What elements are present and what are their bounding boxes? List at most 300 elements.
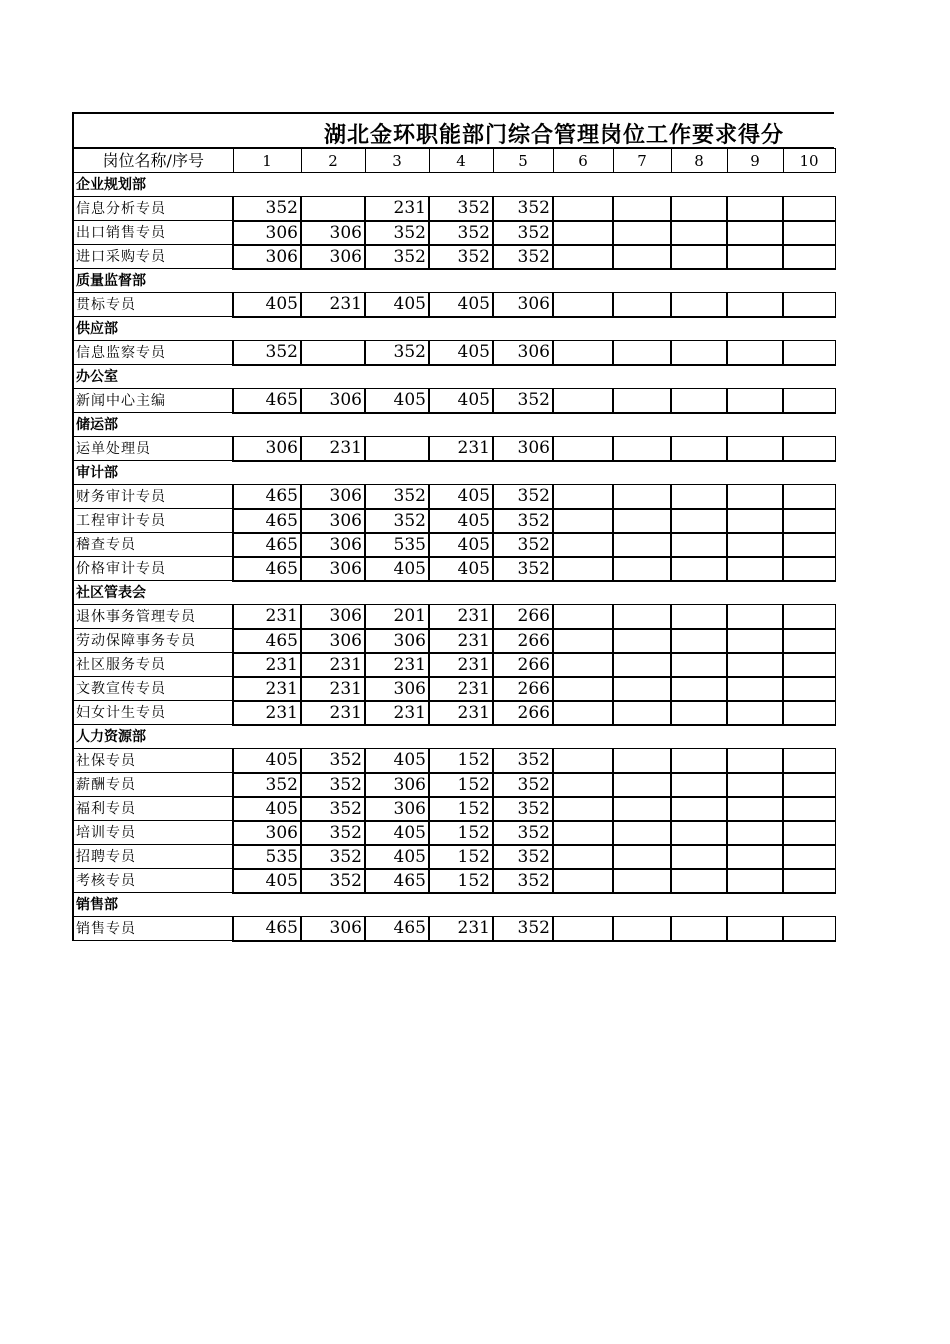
score-cell[interactable]: 352	[493, 749, 553, 773]
score-cell[interactable]	[783, 845, 835, 869]
score-cell[interactable]: 266	[493, 629, 553, 653]
score-cell[interactable]	[553, 653, 613, 677]
score-cell[interactable]	[553, 293, 613, 317]
score-cell[interactable]: 231	[429, 605, 493, 629]
score-cell[interactable]: 352	[429, 197, 493, 221]
position-name-cell[interactable]: 工程审计专员	[73, 509, 233, 533]
score-cell[interactable]	[783, 389, 835, 413]
score-cell[interactable]: 405	[365, 845, 429, 869]
score-cell[interactable]: 306	[301, 485, 365, 509]
score-cell[interactable]: 535	[233, 845, 301, 869]
score-cell[interactable]	[553, 749, 613, 773]
score-cell[interactable]	[613, 245, 671, 269]
department-label[interactable]: 储运部	[73, 413, 835, 437]
score-cell[interactable]: 352	[493, 245, 553, 269]
position-name-cell[interactable]: 考核专员	[73, 869, 233, 893]
score-cell[interactable]	[783, 653, 835, 677]
position-name-cell[interactable]: 信息分析专员	[73, 197, 233, 221]
score-cell[interactable]: 352	[233, 341, 301, 365]
score-cell[interactable]: 231	[429, 917, 493, 941]
position-name-cell[interactable]: 价格审计专员	[73, 557, 233, 581]
position-name-cell[interactable]: 福利专员	[73, 797, 233, 821]
score-cell[interactable]	[671, 389, 727, 413]
spreadsheet	[72, 112, 834, 942]
header-col-2[interactable]: 2	[301, 149, 365, 173]
header-col-9[interactable]: 9	[727, 149, 783, 173]
score-cell[interactable]	[783, 869, 835, 893]
score-cell[interactable]	[671, 701, 727, 725]
score-cell[interactable]	[671, 485, 727, 509]
position-name-cell[interactable]: 销售专员	[73, 917, 233, 941]
score-cell[interactable]: 405	[429, 341, 493, 365]
score-cell[interactable]	[783, 197, 835, 221]
position-name-cell[interactable]: 社区服务专员	[73, 653, 233, 677]
score-cell[interactable]	[727, 869, 783, 893]
score-cell[interactable]: 306	[365, 677, 429, 701]
score-cell[interactable]	[553, 557, 613, 581]
score-cell[interactable]	[553, 917, 613, 941]
department-label[interactable]: 质量监督部	[73, 269, 835, 293]
score-cell[interactable]	[613, 749, 671, 773]
position-name-cell[interactable]: 退休事务管理专员	[73, 605, 233, 629]
score-cell[interactable]: 306	[301, 389, 365, 413]
score-cell[interactable]	[727, 917, 783, 941]
table-row	[73, 221, 835, 245]
score-cell[interactable]: 352	[233, 197, 301, 221]
score-cell[interactable]: 231	[301, 701, 365, 725]
position-name-cell[interactable]: 妇女计生专员	[73, 701, 233, 725]
table-row	[73, 701, 835, 725]
score-cell[interactable]	[671, 773, 727, 797]
score-cell[interactable]: 152	[429, 797, 493, 821]
score-cell[interactable]: 405	[233, 869, 301, 893]
score-cell[interactable]	[553, 701, 613, 725]
score-cell[interactable]: 231	[233, 653, 301, 677]
score-cell[interactable]	[553, 485, 613, 509]
score-cell[interactable]: 231	[233, 701, 301, 725]
header-col-10[interactable]: 10	[783, 149, 835, 173]
score-cell[interactable]: 352	[493, 485, 553, 509]
score-cell[interactable]: 306	[301, 917, 365, 941]
score-cell[interactable]	[783, 605, 835, 629]
score-cell[interactable]: 352	[301, 869, 365, 893]
score-cell[interactable]: 231	[233, 605, 301, 629]
score-cell[interactable]: 306	[493, 437, 553, 461]
header-col-1[interactable]: 1	[233, 149, 301, 173]
position-name-cell[interactable]: 运单处理员	[73, 437, 233, 461]
score-cell[interactable]	[783, 221, 835, 245]
score-cell[interactable]	[727, 341, 783, 365]
header-col-5[interactable]: 5	[493, 149, 553, 173]
position-name-cell[interactable]: 薪酬专员	[73, 773, 233, 797]
department-row	[73, 173, 835, 197]
score-cell[interactable]	[671, 245, 727, 269]
department-row	[73, 581, 835, 605]
score-cell[interactable]: 152	[429, 821, 493, 845]
score-cell[interactable]	[727, 821, 783, 845]
score-cell[interactable]: 405	[429, 509, 493, 533]
score-cell[interactable]	[613, 821, 671, 845]
score-cell[interactable]: 352	[493, 845, 553, 869]
score-cell[interactable]	[613, 485, 671, 509]
score-cell[interactable]	[613, 437, 671, 461]
department-label[interactable]: 销售部	[73, 893, 835, 917]
position-name-cell[interactable]: 稽查专员	[73, 533, 233, 557]
score-cell[interactable]	[671, 677, 727, 701]
score-cell[interactable]	[553, 389, 613, 413]
score-cell[interactable]: 231	[301, 437, 365, 461]
score-cell[interactable]	[365, 437, 429, 461]
score-cell[interactable]: 306	[301, 509, 365, 533]
score-cell[interactable]	[613, 653, 671, 677]
score-cell[interactable]	[727, 773, 783, 797]
position-name-cell[interactable]: 培训专员	[73, 821, 233, 845]
score-cell[interactable]: 231	[233, 677, 301, 701]
score-cell[interactable]: 231	[429, 437, 493, 461]
score-cell[interactable]	[671, 341, 727, 365]
score-cell[interactable]	[671, 653, 727, 677]
score-cell[interactable]: 306	[233, 437, 301, 461]
table-row	[73, 533, 835, 557]
score-cell[interactable]	[613, 293, 671, 317]
score-cell[interactable]	[553, 869, 613, 893]
department-row	[73, 365, 835, 389]
score-cell[interactable]: 266	[493, 701, 553, 725]
score-cell[interactable]	[727, 797, 783, 821]
score-cell[interactable]: 352	[429, 245, 493, 269]
department-label[interactable]: 供应部	[73, 317, 835, 341]
score-cell[interactable]	[553, 773, 613, 797]
score-cell[interactable]: 306	[365, 797, 429, 821]
score-cell[interactable]	[727, 293, 783, 317]
table-row	[73, 749, 835, 773]
score-cell[interactable]: 535	[365, 533, 429, 557]
position-name-cell[interactable]: 出口销售专员	[73, 221, 233, 245]
header-col-8[interactable]: 8	[671, 149, 727, 173]
position-name-cell[interactable]: 财务审计专员	[73, 485, 233, 509]
score-cell[interactable]: 231	[429, 701, 493, 725]
position-name-cell[interactable]: 信息监察专员	[73, 341, 233, 365]
table-row	[73, 845, 835, 869]
department-label[interactable]: 审计部	[73, 461, 835, 485]
score-cell[interactable]	[301, 341, 365, 365]
score-cell[interactable]	[613, 869, 671, 893]
score-cell[interactable]	[613, 629, 671, 653]
header-col-3[interactable]: 3	[365, 149, 429, 173]
department-label[interactable]: 企业规划部	[73, 173, 835, 197]
score-cell[interactable]: 465	[233, 509, 301, 533]
score-cell[interactable]: 231	[301, 677, 365, 701]
score-cell[interactable]: 306	[365, 773, 429, 797]
score-cell[interactable]: 352	[493, 773, 553, 797]
score-cell[interactable]	[671, 821, 727, 845]
score-cell[interactable]	[727, 533, 783, 557]
score-cell[interactable]	[613, 533, 671, 557]
score-cell[interactable]: 352	[365, 485, 429, 509]
score-cell[interactable]	[613, 917, 671, 941]
score-cell[interactable]: 465	[233, 389, 301, 413]
score-cell[interactable]	[671, 197, 727, 221]
score-cell[interactable]	[553, 629, 613, 653]
score-cell[interactable]	[783, 245, 835, 269]
score-cell[interactable]	[613, 341, 671, 365]
score-cell[interactable]: 231	[365, 701, 429, 725]
table-row	[73, 653, 835, 677]
score-cell[interactable]	[783, 509, 835, 533]
score-cell[interactable]	[783, 821, 835, 845]
score-cell[interactable]	[553, 341, 613, 365]
position-name-cell[interactable]: 文教宣传专员	[73, 677, 233, 701]
score-cell[interactable]: 352	[301, 821, 365, 845]
score-cell[interactable]: 152	[429, 869, 493, 893]
score-cell[interactable]	[613, 389, 671, 413]
department-label[interactable]: 办公室	[73, 365, 835, 389]
score-cell[interactable]	[613, 605, 671, 629]
score-cell[interactable]	[783, 293, 835, 317]
score-cell[interactable]: 352	[429, 221, 493, 245]
score-cell[interactable]	[671, 557, 727, 581]
score-cell[interactable]	[613, 509, 671, 533]
score-cell[interactable]	[553, 821, 613, 845]
score-cell[interactable]	[783, 773, 835, 797]
position-name-cell[interactable]: 贯标专员	[73, 293, 233, 317]
score-cell[interactable]: 405	[233, 749, 301, 773]
score-cell[interactable]	[727, 749, 783, 773]
score-cell[interactable]: 405	[365, 557, 429, 581]
table-row	[73, 629, 835, 653]
score-cell[interactable]: 306	[493, 293, 553, 317]
score-cell[interactable]: 352	[493, 389, 553, 413]
score-cell[interactable]: 231	[429, 629, 493, 653]
score-cell[interactable]: 405	[429, 557, 493, 581]
score-cell[interactable]: 465	[233, 533, 301, 557]
score-cell[interactable]	[553, 845, 613, 869]
score-cell[interactable]	[671, 749, 727, 773]
table-row	[73, 869, 835, 893]
sheet-title: 湖北金环职能部门综合管理岗位工作要求得分	[324, 122, 785, 148]
department-row	[73, 269, 835, 293]
score-cell[interactable]	[727, 677, 783, 701]
header-col-4[interactable]: 4	[429, 149, 493, 173]
position-name-cell[interactable]: 招聘专员	[73, 845, 233, 869]
department-row	[73, 893, 835, 917]
position-name-cell[interactable]: 社保专员	[73, 749, 233, 773]
score-cell[interactable]	[783, 629, 835, 653]
score-cell[interactable]: 465	[365, 917, 429, 941]
score-cell[interactable]	[671, 869, 727, 893]
table-row	[73, 917, 835, 941]
score-cell[interactable]	[613, 677, 671, 701]
score-cell[interactable]: 352	[365, 245, 429, 269]
score-cell[interactable]: 405	[365, 821, 429, 845]
score-cell[interactable]: 465	[233, 629, 301, 653]
score-cell[interactable]: 352	[493, 869, 553, 893]
score-cell[interactable]: 266	[493, 677, 553, 701]
table-row	[73, 773, 835, 797]
score-cell[interactable]	[727, 221, 783, 245]
table-row	[73, 509, 835, 533]
score-cell[interactable]	[553, 605, 613, 629]
score-cell[interactable]: 231	[429, 677, 493, 701]
score-cell[interactable]	[613, 845, 671, 869]
score-cell[interactable]: 352	[493, 821, 553, 845]
score-cell[interactable]: 306	[301, 605, 365, 629]
score-cell[interactable]	[671, 221, 727, 245]
score-cell[interactable]: 152	[429, 749, 493, 773]
department-row	[73, 317, 835, 341]
score-cell[interactable]: 352	[493, 197, 553, 221]
score-cell[interactable]	[671, 797, 727, 821]
score-cell[interactable]: 405	[365, 749, 429, 773]
score-cell[interactable]	[553, 221, 613, 245]
score-cell[interactable]: 306	[233, 245, 301, 269]
score-cell[interactable]: 231	[301, 653, 365, 677]
score-cell[interactable]: 352	[301, 845, 365, 869]
score-cell[interactable]	[783, 677, 835, 701]
position-name-cell[interactable]: 新闻中心主编	[73, 389, 233, 413]
score-cell[interactable]: 201	[365, 605, 429, 629]
score-cell[interactable]: 352	[493, 533, 553, 557]
score-cell[interactable]	[553, 533, 613, 557]
score-cell[interactable]: 231	[301, 293, 365, 317]
score-cell[interactable]: 352	[233, 773, 301, 797]
score-cell[interactable]	[727, 629, 783, 653]
score-cell[interactable]	[783, 437, 835, 461]
score-cell[interactable]	[727, 245, 783, 269]
score-cell[interactable]: 306	[493, 341, 553, 365]
score-cell[interactable]	[613, 221, 671, 245]
score-cell[interactable]: 405	[365, 293, 429, 317]
score-cell[interactable]: 352	[301, 749, 365, 773]
score-cell[interactable]: 306	[301, 629, 365, 653]
score-cell[interactable]	[727, 197, 783, 221]
score-cell[interactable]: 306	[233, 221, 301, 245]
score-cell[interactable]: 405	[365, 389, 429, 413]
score-cell[interactable]: 405	[429, 389, 493, 413]
header-row	[73, 149, 835, 173]
score-cell[interactable]	[553, 509, 613, 533]
score-cell[interactable]	[671, 917, 727, 941]
table-row	[73, 485, 835, 509]
table-row	[73, 389, 835, 413]
score-cell[interactable]	[783, 797, 835, 821]
score-cell[interactable]: 352	[493, 509, 553, 533]
score-cell[interactable]: 465	[233, 485, 301, 509]
score-cell[interactable]: 352	[493, 221, 553, 245]
position-name-cell[interactable]: 进口采购专员	[73, 245, 233, 269]
score-cell[interactable]: 306	[233, 821, 301, 845]
table-row	[73, 341, 835, 365]
header-col-6[interactable]: 6	[553, 149, 613, 173]
score-cell[interactable]	[783, 485, 835, 509]
score-cell[interactable]: 465	[233, 917, 301, 941]
score-cell[interactable]: 352	[365, 509, 429, 533]
score-cell[interactable]	[783, 917, 835, 941]
department-label[interactable]: 社区管表会	[73, 581, 835, 605]
score-cell[interactable]	[301, 197, 365, 221]
score-cell[interactable]: 405	[233, 797, 301, 821]
score-cell[interactable]	[727, 701, 783, 725]
header-name-cell[interactable]: 岗位名称/序号	[73, 149, 233, 173]
score-cell[interactable]: 352	[493, 557, 553, 581]
score-cell[interactable]: 306	[301, 533, 365, 557]
score-cell[interactable]	[727, 605, 783, 629]
score-cell[interactable]: 152	[429, 845, 493, 869]
title-row	[72, 112, 834, 148]
score-cell[interactable]	[553, 797, 613, 821]
score-cell[interactable]	[783, 749, 835, 773]
score-cell[interactable]: 352	[301, 773, 365, 797]
score-cell[interactable]	[727, 845, 783, 869]
score-cell[interactable]	[727, 653, 783, 677]
score-cell[interactable]	[613, 701, 671, 725]
score-cell[interactable]	[783, 341, 835, 365]
score-cell[interactable]	[671, 629, 727, 653]
table-row	[73, 797, 835, 821]
score-cell[interactable]	[553, 245, 613, 269]
score-cell[interactable]	[727, 437, 783, 461]
score-cell[interactable]	[671, 509, 727, 533]
score-cell[interactable]: 405	[429, 485, 493, 509]
score-cell[interactable]: 405	[429, 293, 493, 317]
score-table	[72, 148, 836, 942]
score-cell[interactable]	[613, 197, 671, 221]
score-cell[interactable]	[553, 437, 613, 461]
score-cell[interactable]: 352	[493, 917, 553, 941]
score-cell[interactable]	[671, 533, 727, 557]
score-cell[interactable]: 465	[233, 557, 301, 581]
score-cell[interactable]	[553, 677, 613, 701]
score-cell[interactable]: 352	[301, 797, 365, 821]
score-cell[interactable]: 231	[365, 653, 429, 677]
score-cell[interactable]: 465	[365, 869, 429, 893]
department-label[interactable]: 人力资源部	[73, 725, 835, 749]
score-cell[interactable]: 352	[493, 797, 553, 821]
score-cell[interactable]: 306	[301, 245, 365, 269]
score-cell[interactable]	[671, 605, 727, 629]
score-cell[interactable]	[727, 389, 783, 413]
score-cell[interactable]: 352	[365, 221, 429, 245]
header-col-7[interactable]: 7	[613, 149, 671, 173]
score-cell[interactable]: 306	[301, 221, 365, 245]
score-cell[interactable]	[553, 197, 613, 221]
score-cell[interactable]: 231	[429, 653, 493, 677]
score-cell[interactable]	[727, 485, 783, 509]
score-cell[interactable]	[727, 509, 783, 533]
score-cell[interactable]	[727, 557, 783, 581]
score-cell[interactable]: 405	[429, 533, 493, 557]
score-cell[interactable]	[783, 701, 835, 725]
score-cell[interactable]: 306	[301, 557, 365, 581]
score-cell[interactable]: 405	[233, 293, 301, 317]
score-cell[interactable]: 266	[493, 653, 553, 677]
score-cell[interactable]	[613, 797, 671, 821]
score-cell[interactable]	[671, 293, 727, 317]
score-cell[interactable]: 266	[493, 605, 553, 629]
score-cell[interactable]	[783, 557, 835, 581]
score-cell[interactable]	[671, 437, 727, 461]
score-cell[interactable]: 231	[365, 197, 429, 221]
score-cell[interactable]: 352	[365, 341, 429, 365]
score-cell[interactable]	[613, 773, 671, 797]
score-cell[interactable]: 152	[429, 773, 493, 797]
score-cell[interactable]	[613, 557, 671, 581]
score-cell[interactable]	[783, 533, 835, 557]
position-name-cell[interactable]: 劳动保障事务专员	[73, 629, 233, 653]
score-cell[interactable]: 306	[365, 629, 429, 653]
score-cell[interactable]	[671, 845, 727, 869]
table-row	[73, 605, 835, 629]
